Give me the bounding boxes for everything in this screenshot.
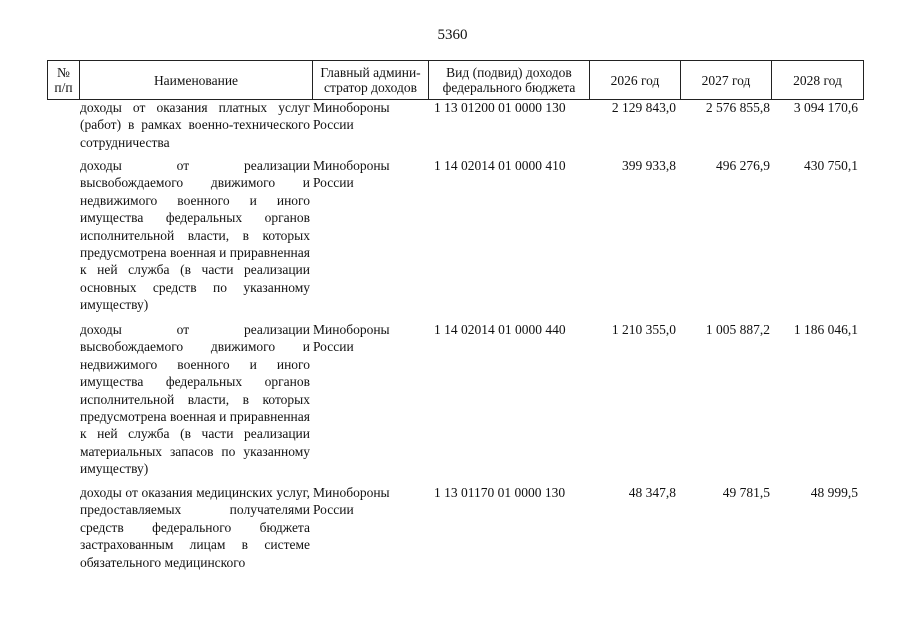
row-name: доходы от оказания платных услуг (работ) в рамках военно-технического сотрудничества [80, 100, 310, 150]
row-value-2026: 48 347,8 [628, 485, 676, 500]
page-number: 5360 [437, 27, 468, 43]
row-value-2028: 430 750,1 [804, 158, 858, 173]
row-value-2026: 399 933,8 [622, 158, 676, 173]
row-code: 1 14 02014 01 0000 410 [434, 158, 566, 173]
row-value-2026: 2 129 843,0 [611, 100, 676, 115]
row-value-2027: 1 005 887,2 [705, 322, 770, 337]
row-admin: Минобороны России [313, 158, 390, 191]
row-name: доходы от реализации высвобождаемого движимого и недвижимого военного и иного имущества федеральных органов исполнительной власти, в которых предусмотрена военная и приравненная к ней служба (в части реализации материальных запасов по указанному имуществу) [80, 322, 310, 477]
header-2026 [589, 61, 680, 99]
row-value-2028: 1 186 046,1 [793, 322, 858, 337]
row-admin: Минобороны России [313, 322, 390, 355]
row-value-2028: 3 094 170,6 [793, 100, 858, 115]
row-admin: Минобороны России [313, 100, 390, 133]
table-header [47, 60, 864, 100]
header-admin-label: Главный админи- стратор доходов [320, 65, 421, 95]
row-value-2027: 2 576 855,8 [705, 100, 770, 115]
row-value-2027: 49 781,5 [722, 485, 770, 500]
header-2028 [771, 61, 864, 99]
header-2027 [680, 61, 771, 99]
header-2027-label: 2027 год [701, 72, 751, 88]
header-admin [312, 61, 428, 99]
row-code: 1 14 02014 01 0000 440 [434, 322, 566, 337]
row-code: 1 13 01200 01 0000 130 [434, 100, 566, 115]
row-code: 1 13 01170 01 0000 130 [434, 485, 566, 500]
header-code [428, 61, 589, 99]
header-2026-label: 2026 год [610, 72, 660, 88]
row-value-2027: 496 276,9 [716, 158, 770, 173]
header-name-label: Наименование [153, 72, 239, 88]
row-name: доходы от оказания медицинских услуг, предоставляемых получателями средств федерального бюджета застрахованным лицам в системе обязательного медицинского [80, 485, 310, 570]
row-admin: Минобороны России [313, 485, 390, 518]
header-num [47, 61, 79, 99]
header-num-label: № п/п [54, 65, 73, 95]
row-value-2028: 48 999,5 [810, 485, 858, 500]
row-name: доходы от реализации высвобождаемого движимого и недвижимого военного и иного имущества федеральных органов исполнительной власти, в которых предусмотрена военная и приравненная к ней служба (в части реализации основных средств по указанному имуществу) [80, 158, 310, 313]
header-2028-label: 2028 год [793, 72, 842, 88]
header-code-label: Вид (подвид) доходов федерального бюджета [442, 65, 576, 95]
header-name [79, 61, 312, 99]
row-value-2026: 1 210 355,0 [611, 322, 676, 337]
